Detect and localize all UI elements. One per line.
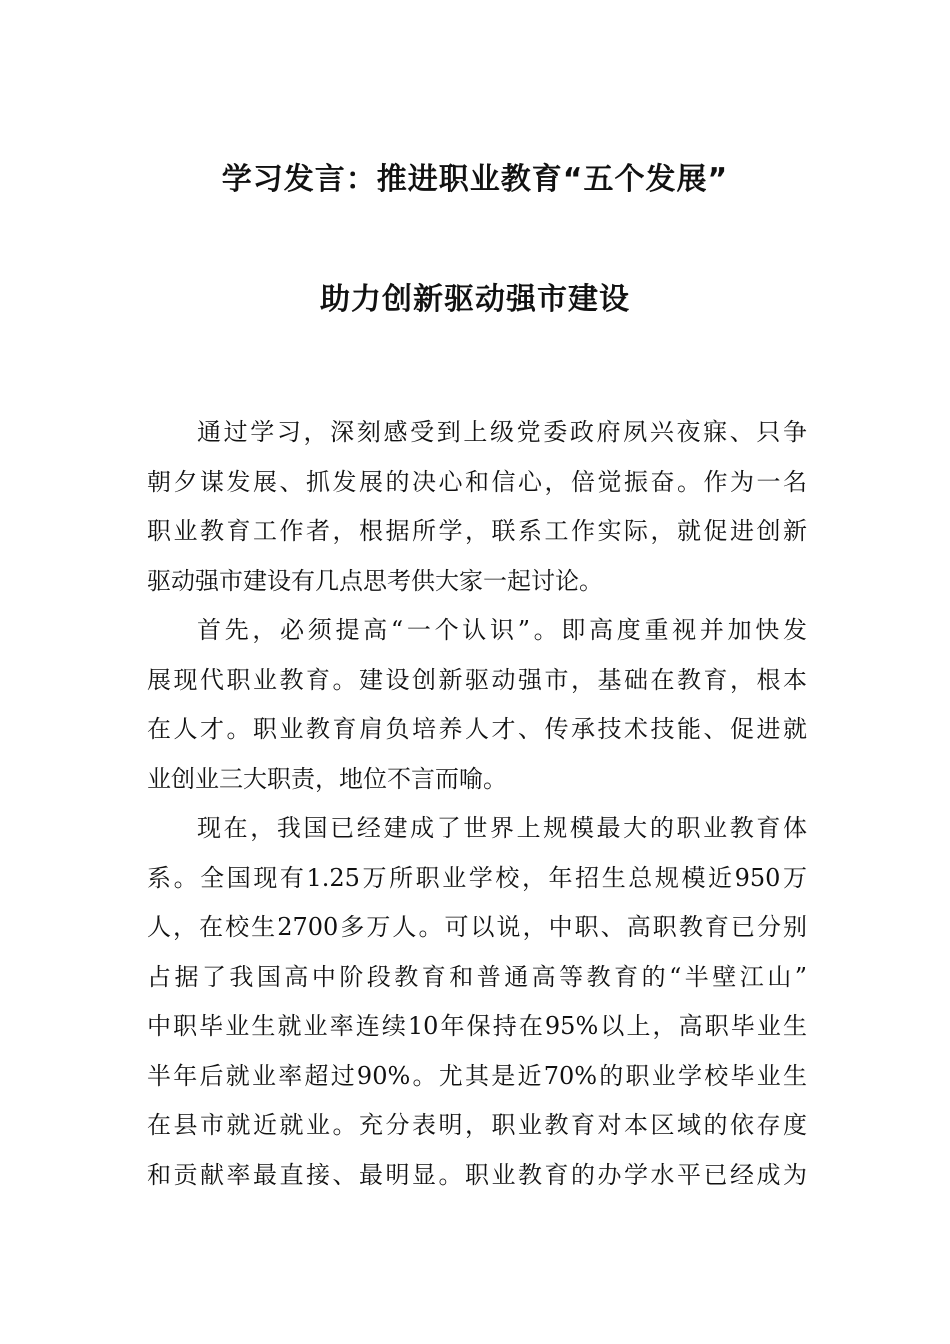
paragraph-3-line-4: 占据了我国高中阶段教育和普通高等教育的“半壁江山”	[147, 962, 807, 991]
paragraph-3-line-3: 人，在校生2700多万人。可以说，中职、高职教育已分别	[147, 913, 807, 941]
paragraph-2-line-3: 在人才。职业教育肩负培养人才、传承技术技能、促进就	[147, 715, 807, 743]
paragraph-1-line-1: 通过学习，深刻感受到上级党委政府夙兴夜寐、只争	[197, 418, 807, 446]
paragraph-1-line-3: 职业教育工作者，根据所学，联系工作实际，就促进创新	[147, 517, 807, 545]
paragraph-2-line-1: 首先，必须提高“一个认识”。即高度重视并加快发	[197, 616, 807, 644]
paragraph-3-line-2: 系。全国现有1.25万所职业学校，年招生总规模近950万	[147, 863, 807, 892]
paragraph-3-line-5: 中职毕业生就业率连续10年保持在95%以上，高职毕业生	[147, 1012, 807, 1040]
document-title-line-2: 助力创新驱动强市建设	[320, 282, 630, 317]
paragraph-1-line-4: 驱动强市建设有几点思考供大家一起讨论。	[147, 566, 603, 595]
document-body	[147, 408, 807, 1200]
paragraph-2-line-4: 业创业三大职责，地位不言而喻。	[147, 764, 507, 793]
paragraph-3-line-7: 在县市就近就业。充分表明，职业教育对本区域的依存度	[147, 1111, 807, 1139]
paragraph-3-line-1: 现在，我国已经建成了世界上规模最大的职业教育体	[197, 814, 807, 842]
paragraph-3-line-6: 半年后就业率超过90%。尤其是近70%的职业学校毕业生	[147, 1061, 807, 1090]
document-title-line-1: 学习发言：推进职业教育“五个发展”	[221, 162, 729, 197]
paragraph-1-line-2: 朝夕谋发展、抓发展的决心和信心，倍觉振奋。作为一名	[147, 467, 807, 496]
paragraph-3-line-8: 和贡献率最直接、最明显。职业教育的办学水平已经成为	[147, 1160, 807, 1189]
paragraph-2-line-2: 展现代职业教育。建设创新驱动强市，基础在教育，根本	[147, 665, 807, 694]
